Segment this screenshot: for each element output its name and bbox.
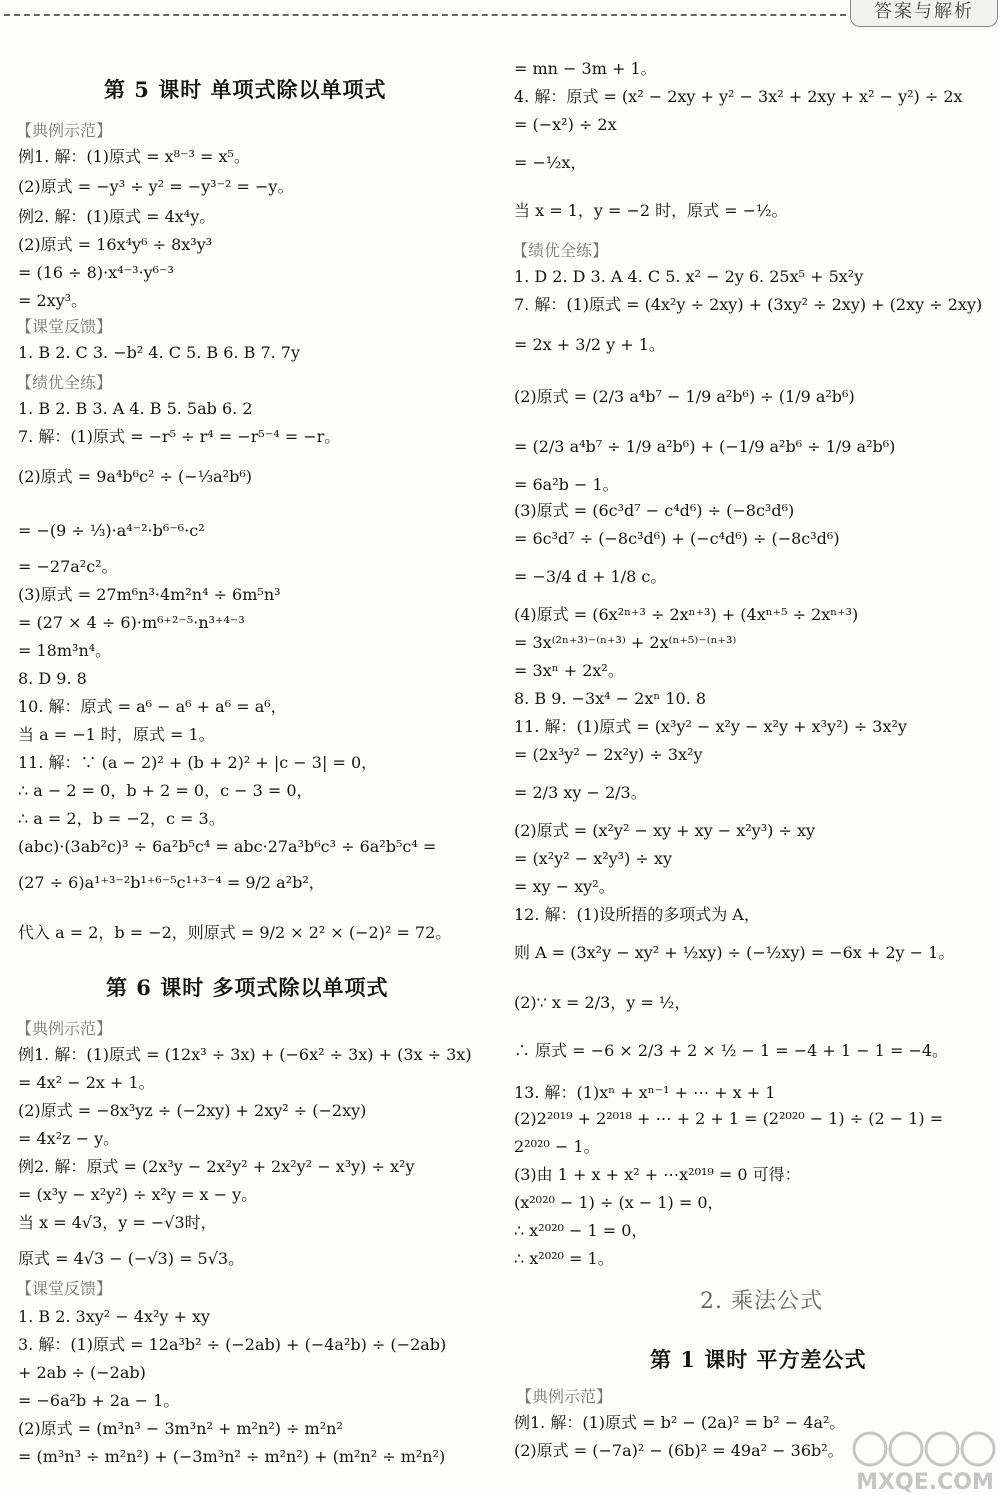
lesson1-title: 第 1 课时 平方差公式 xyxy=(650,1347,867,1372)
section-tag: 【课堂反馈】 xyxy=(16,317,113,336)
chapter-title: 2. 乘法公式 xyxy=(700,1289,823,1314)
lesson6-title: 第 6 课时 多项式除以单项式 xyxy=(106,975,389,1000)
answer-line: (4)原式 = (6x²ⁿ⁺³ ÷ 2xⁿ⁺³) + (4xⁿ⁺⁵ ÷ 2xⁿ⁺³) xyxy=(514,605,859,624)
answer-line: = 3x⁽²ⁿ⁺³⁾⁻⁽ⁿ⁺³⁾ + 2x⁽ⁿ⁺⁵⁾⁻⁽ⁿ⁺³⁾ xyxy=(514,633,737,652)
answer-line: = mn − 3m + 1。 xyxy=(514,59,657,78)
answer-line: 代入 a = 2，b = −2，则原式 = 9/2 × 2² × (−2)² = 72。 xyxy=(18,923,452,942)
answer-line: = 4x²z − y。 xyxy=(18,1129,120,1148)
section-tag: 【课堂反馈】 xyxy=(16,1279,113,1298)
answer-line: = 6a²b − 1。 xyxy=(514,475,619,494)
answer-line: ∴ 原式 = −6 × 2/3 + 2 × ½ − 1 = −4 + 1 − 1 = −4。 xyxy=(514,1041,949,1060)
answer-line: 例2. 解：(1)原式 = 4x⁴y。 xyxy=(18,207,216,226)
answer-line: 11. 解：(1)原式 = (x³y² − x²y − x²y + x³y²) ÷ 3x²y xyxy=(514,717,907,736)
answer-line: ∴ x²⁰²⁰ − 1 = 0， xyxy=(514,1221,648,1240)
answer-line: 10. 解：原式 = a⁶ − a⁶ + a⁶ = a⁶， xyxy=(18,697,287,716)
answer-line: = (16 ÷ 8)·x⁴⁻³·y⁶⁻³ xyxy=(18,263,174,282)
answer-line: = xy − xy²。 xyxy=(514,877,615,896)
answer-line: 7. 解：(1)原式 = −r⁵ ÷ r⁴ = −r⁵⁻⁴ = −r。 xyxy=(18,427,341,446)
answer-line: ∴ x²⁰²⁰ = 1。 xyxy=(514,1249,614,1268)
header-tab: 答案与解析 xyxy=(850,0,998,27)
header-line xyxy=(4,14,846,16)
answer-line: ∴ a = 2，b = −2，c = 3。 xyxy=(18,809,225,828)
answer-line: 7. 解：(1)原式 = (4x²y ÷ 2xy) + (3xy² ÷ 2xy) + (2xy ÷ 2xy) xyxy=(514,295,983,314)
answer-line: = (x²y² − x²y³) ÷ xy xyxy=(514,849,672,868)
answer-line: (2)∵ x = 2/3，y = ½， xyxy=(514,993,691,1012)
answer-line: (2)原式 = −y³ ÷ y² = −y³⁻² = −y。 xyxy=(18,177,294,196)
answer-line: (2)原式 = −8x³yz ÷ (−2xy) + 2xy² ÷ (−2xy) xyxy=(18,1101,367,1120)
answer-line: + 2ab ÷ (−2ab) xyxy=(18,1363,146,1382)
answer-line: = 18m³n⁴。 xyxy=(18,641,112,660)
answer-line: 8. D 9. 8 xyxy=(18,669,87,688)
answer-line: 1. D 2. D 3. A 4. C 5. x² − 2y 6. 25x⁵ + 5x²y xyxy=(514,267,864,286)
answer-line: (2)原式 = (x²y² − xy + xy − x²y³) ÷ xy xyxy=(514,821,816,840)
answer-line: = 2/3 xy − 2/3。 xyxy=(514,783,647,802)
answer-line: 例2. 解：原式 = (2x³y − 2x²y² + 2x²y² − x³y) ÷ x²y xyxy=(18,1157,415,1176)
answer-line: 当 a = −1 时，原式 = 1。 xyxy=(18,725,215,744)
section-tag: 【典例示范】 xyxy=(516,1387,613,1406)
answer-line: (abc)·(3ab²c)³ ÷ 6a²b⁵c⁴ = abc·27a³b⁶c³ ÷ 6a²b⁵c⁴ = xyxy=(18,837,437,856)
answer-line: (2)原式 = 16x⁴y⁶ ÷ 8x³y³ xyxy=(18,235,213,254)
answer-line: = 2x + 3/2 y + 1。 xyxy=(514,335,665,354)
answer-line: 1. B 2. C 3. −b² 4. C 5. B 6. B 7. 7y xyxy=(18,343,301,362)
answer-line: = −½x， xyxy=(514,153,587,172)
section-tag: 【典例示范】 xyxy=(16,121,113,140)
answer-line: 11. 解：∵ (a − 2)² + (b + 2)² + |c − 3| = 0， xyxy=(18,753,378,772)
answer-line: = (m³n³ ÷ m²n²) + (−3m³n² ÷ m²n²) + (m²n² ÷ m²n²) xyxy=(18,1447,446,1466)
answer-line: (2)原式 = 9a⁴b⁶c² ÷ (−⅓a²b⁶) xyxy=(18,467,252,486)
answer-line: = (2x³y² − 2x²y) ÷ 3x²y xyxy=(514,745,703,764)
answer-line: = 3xⁿ + 2x²。 xyxy=(514,661,624,680)
watermark-logo xyxy=(850,1425,1000,1495)
answer-line: (2)原式 = (m³n³ − 3m³n² + m²n²) ÷ m²n² xyxy=(18,1419,343,1438)
answer-line: (27 ÷ 6)a¹⁺³⁻²b¹⁺⁶⁻⁵c¹⁺³⁻⁴ = 9/2 a²b²， xyxy=(18,873,325,892)
answer-line: = −27a²c²。 xyxy=(18,557,118,576)
answer-line: 当 x = 4√3，y = −√3时， xyxy=(18,1213,217,1232)
answer-line: (3)由 1 + x + x² + ⋯x²⁰¹⁹ = 0 可得： xyxy=(514,1165,801,1184)
answer-line: 当 x = 1，y = −2 时，原式 = −½。 xyxy=(514,201,788,220)
answer-line: = −(9 ÷ ⅓)·a⁴⁻²·b⁶⁻⁶·c² xyxy=(18,521,205,540)
answer-line: (2)2²⁰¹⁹ + 2²⁰¹⁸ + ⋯ + 2 + 1 = (2²⁰²⁰ − 1) ÷ (2 − 1) = xyxy=(514,1109,944,1128)
answer-line: = 6c³d⁷ ÷ (−8c³d⁶) + (−c⁴d⁶) ÷ (−8c³d⁶) xyxy=(514,529,840,548)
answer-line: = −3/4 d + 1/8 c。 xyxy=(514,567,667,586)
lesson5-title: 第 5 课时 单项式除以单项式 xyxy=(104,77,387,102)
answer-line: = 2xy³。 xyxy=(18,291,88,310)
answer-line: 例1. 解：(1)原式 = x⁸⁻³ = x⁵。 xyxy=(18,147,250,166)
answer-line: 8. B 9. −3x⁴ − 2xⁿ 10. 8 xyxy=(514,689,707,708)
answer-line: (2)原式 = (−7a)² − (6b)² = 49a² − 36b²。 xyxy=(514,1441,844,1460)
answer-line: 例1. 解：(1)原式 = (12x³ ÷ 3x) + (−6x² ÷ 3x) + (3x ÷ 3x) xyxy=(18,1045,472,1064)
answer-line: 则 A = (3x²y − xy² + ½xy) ÷ (−½xy) = −6x + 2y − 1。 xyxy=(514,943,955,962)
answer-line: = 4x² − 2x + 1。 xyxy=(18,1073,155,1092)
answer-line: 3. 解：(1)原式 = 12a³b² ÷ (−2ab) + (−4a²b) ÷ (−2ab) xyxy=(18,1335,447,1354)
answer-line: 1. B 2. 3xy² − 4x²y + xy xyxy=(18,1307,211,1326)
answer-line: = (x³y − x²y²) ÷ x²y = x − y。 xyxy=(18,1185,258,1204)
answer-line: 1. B 2. B 3. A 4. B 5. 5ab 6. 2 xyxy=(18,399,253,418)
watermark-text: MXQE.COM xyxy=(856,1470,994,1495)
answer-line: = (2/3 a⁴b⁷ ÷ 1/9 a²b⁶) + (−1/9 a²b⁶ ÷ 1/9 a²b⁶) xyxy=(514,437,896,456)
section-tag: 【典例示范】 xyxy=(16,1019,113,1038)
answer-line: = −6a²b + 2a − 1。 xyxy=(18,1391,180,1410)
answer-line: 2²⁰²⁰ − 1。 xyxy=(514,1137,600,1156)
answer-line: = (27 × 4 ÷ 6)·m⁶⁺²⁻⁵·n³⁺⁴⁻³ xyxy=(18,613,245,632)
answer-line: (2)原式 = (2/3 a⁴b⁷ − 1/9 a²b⁶) ÷ (1/9 a²b⁶) xyxy=(514,387,855,406)
answer-line: (3)原式 = 27m⁶n³·4m²n⁴ ÷ 6m⁵n³ xyxy=(18,585,281,604)
section-tag: 【绩优全练】 xyxy=(16,373,113,392)
answer-line: (3)原式 = (6c³d⁷ − c⁴d⁶) ÷ (−8c³d⁶) xyxy=(514,501,795,520)
answer-line: 例1. 解：(1)原式 = b² − (2a)² = b² − 4a²。 xyxy=(514,1413,846,1432)
section-tag: 【绩优全练】 xyxy=(512,241,609,260)
answer-line: 13. 解：(1)xⁿ + xⁿ⁻¹ + ⋯ + x + 1 xyxy=(514,1083,776,1102)
answer-line: 原式 = 4√3 − (−√3) = 5√3。 xyxy=(18,1249,245,1268)
answer-line: (x²⁰²⁰ − 1) ÷ (x − 1) = 0， xyxy=(514,1193,724,1212)
answer-line: 12. 解：(1)设所捂的多项式为 A， xyxy=(514,905,760,924)
answer-line: = (−x²) ÷ 2x xyxy=(514,115,617,134)
answer-line: ∴ a − 2 = 0，b + 2 = 0，c − 3 = 0， xyxy=(18,781,313,800)
answer-line: 4. 解：原式 = (x² − 2xy + y² − 3x² + 2xy + x² − y²) ÷ 2x xyxy=(514,87,963,106)
